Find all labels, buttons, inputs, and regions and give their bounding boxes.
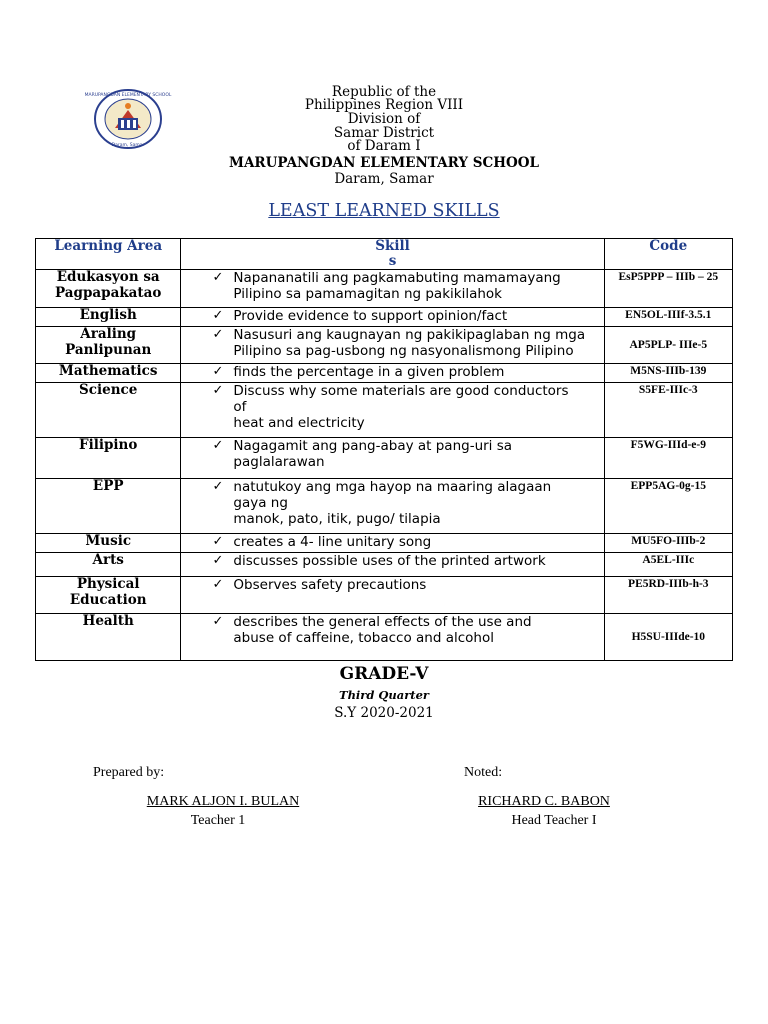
code-cell: PE5RD-IIIb-h-3	[604, 577, 732, 614]
learning-area-cell: Edukasyon sa Pagpapakatao	[36, 270, 181, 308]
learning-area-cell: EPP	[36, 479, 181, 534]
skill-text: Nagagamit ang pang-abay at pang-uri sa paglalarawan	[233, 438, 513, 470]
checkmark-icon: ✓	[212, 364, 224, 379]
header-skills: Skill s	[181, 239, 604, 270]
skill-cell	[181, 270, 604, 308]
quarter-label: Third Quarter	[339, 688, 429, 702]
noted-by-name: RICHARD C. BABON	[478, 794, 610, 809]
skill-text: Discuss why some materials are good conductors of heat and electricity	[233, 383, 569, 431]
header-learning-area: Learning Area	[36, 239, 181, 270]
skills-table	[35, 238, 733, 661]
header-line-2: Philippines Region VIII	[304, 97, 464, 113]
skill-cell	[181, 614, 604, 661]
code-cell: M5NS-IIIb-139	[604, 364, 732, 383]
table-row	[36, 438, 733, 479]
header-line-3: Division of	[347, 111, 421, 127]
learning-area-cell: Science	[36, 383, 181, 438]
learning-area-cell: Filipino	[36, 438, 181, 479]
skill-text: Provide evidence to support opinion/fact	[233, 308, 508, 324]
checkmark-icon: ✓	[212, 308, 224, 323]
skill-cell	[181, 553, 604, 577]
table-row	[36, 614, 733, 661]
learning-area-cell: Mathematics	[36, 364, 181, 383]
table-row	[36, 534, 733, 553]
learning-area-cell: Music	[36, 534, 181, 553]
school-location: Daram, Samar	[334, 171, 434, 187]
noted-label: Noted:	[464, 765, 503, 780]
checkmark-icon: ✓	[212, 270, 224, 285]
skill-cell	[181, 577, 604, 614]
checkmark-icon: ✓	[212, 553, 224, 568]
skill-text: creates a 4- line unitary song	[233, 534, 432, 550]
checkmark-icon: ✓	[212, 383, 224, 398]
checkmark-icon: ✓	[212, 479, 224, 494]
skill-text: Observes safety precautions	[233, 577, 427, 593]
table-row	[36, 577, 733, 614]
checkmark-icon: ✓	[212, 438, 224, 453]
code-cell: EsP5PPP – IIIb – 25	[604, 270, 732, 308]
checkmark-icon: ✓	[212, 614, 224, 629]
table-row	[36, 308, 733, 327]
prepared-by-label: Prepared by:	[93, 765, 165, 780]
skill-text: describes the general effects of the use and abuse of caffeine, tobacco and alcohol	[233, 614, 532, 646]
skill-text: finds the percentage in a given problem	[233, 364, 505, 380]
header-code: Code	[604, 239, 732, 270]
code-cell: H5SU-IIIde-10	[604, 614, 732, 661]
code-cell: MU5FO-IIIb-2	[604, 534, 732, 553]
page-title: LEAST LEARNED SKILLS	[268, 201, 500, 221]
table-row	[36, 383, 733, 438]
learning-area-cell: Health	[36, 614, 181, 661]
school-name: MARUPANGDAN ELEMENTARY SCHOOL	[229, 155, 539, 171]
checkmark-icon: ✓	[212, 327, 224, 342]
skill-cell	[181, 383, 604, 438]
skill-text: discusses possible uses of the printed artwork	[233, 553, 546, 569]
learning-area-cell: Araling Panlipunan	[36, 327, 181, 364]
noted-by-role: Head Teacher I	[511, 813, 597, 828]
table-row	[36, 327, 733, 364]
header-line-5: of Daram I	[347, 138, 421, 154]
learning-area-cell: Physical Education	[36, 577, 181, 614]
table-row	[36, 270, 733, 308]
learning-area-cell: Arts	[36, 553, 181, 577]
grade-label: GRADE-V	[339, 664, 429, 684]
logo-text-bottom: Daram, Samar	[111, 143, 145, 148]
checkmark-icon: ✓	[212, 534, 224, 549]
skill-text: Nasusuri ang kaugnayan ng pakikipaglaban ng mga Pilipino sa pag-usbong ng nasyonalismong Pilipino	[233, 327, 586, 359]
logo-text-top: MARUPANGDAN ELEMENTARY SCHOOL	[84, 93, 172, 98]
code-cell: AP5PLP- IIIe-5	[604, 327, 732, 364]
checkmark-icon: ✓	[212, 577, 224, 592]
skill-cell	[181, 327, 604, 364]
skill-cell	[181, 479, 604, 534]
code-cell: F5WG-IIId-e-9	[604, 438, 732, 479]
skill-text: natutukoy ang mga hayop na maaring alagaan gaya ng manok, pato, itik, pugo/ tilapia	[233, 479, 552, 527]
skill-cell	[181, 438, 604, 479]
prepared-by-name: MARK ALJON I. BULAN	[146, 794, 300, 809]
table-row	[36, 479, 733, 534]
header-line-1: Republic of the	[331, 84, 437, 100]
skill-text: Napananatili ang pagkamabuting mamamayang Pilipino sa pamamagitan ng pakikilahok	[233, 270, 561, 302]
school-year: S.Y 2020-2021	[334, 705, 434, 721]
code-cell: EPP5AG-0g-15	[604, 479, 732, 534]
skill-cell	[181, 308, 604, 327]
code-cell: A5EL-IIIc	[604, 553, 732, 577]
skill-cell	[181, 364, 604, 383]
prepared-by-role: Teacher 1	[190, 813, 246, 828]
learning-area-cell: English	[36, 308, 181, 327]
table-row	[36, 364, 733, 383]
code-cell: S5FE-IIIc-3	[604, 383, 732, 438]
header-line-4: Samar District	[333, 125, 435, 141]
skill-cell	[181, 534, 604, 553]
table-row	[36, 553, 733, 577]
code-cell: EN5OL-IIIf-3.5.1	[604, 308, 732, 327]
table-header-row	[36, 239, 733, 270]
